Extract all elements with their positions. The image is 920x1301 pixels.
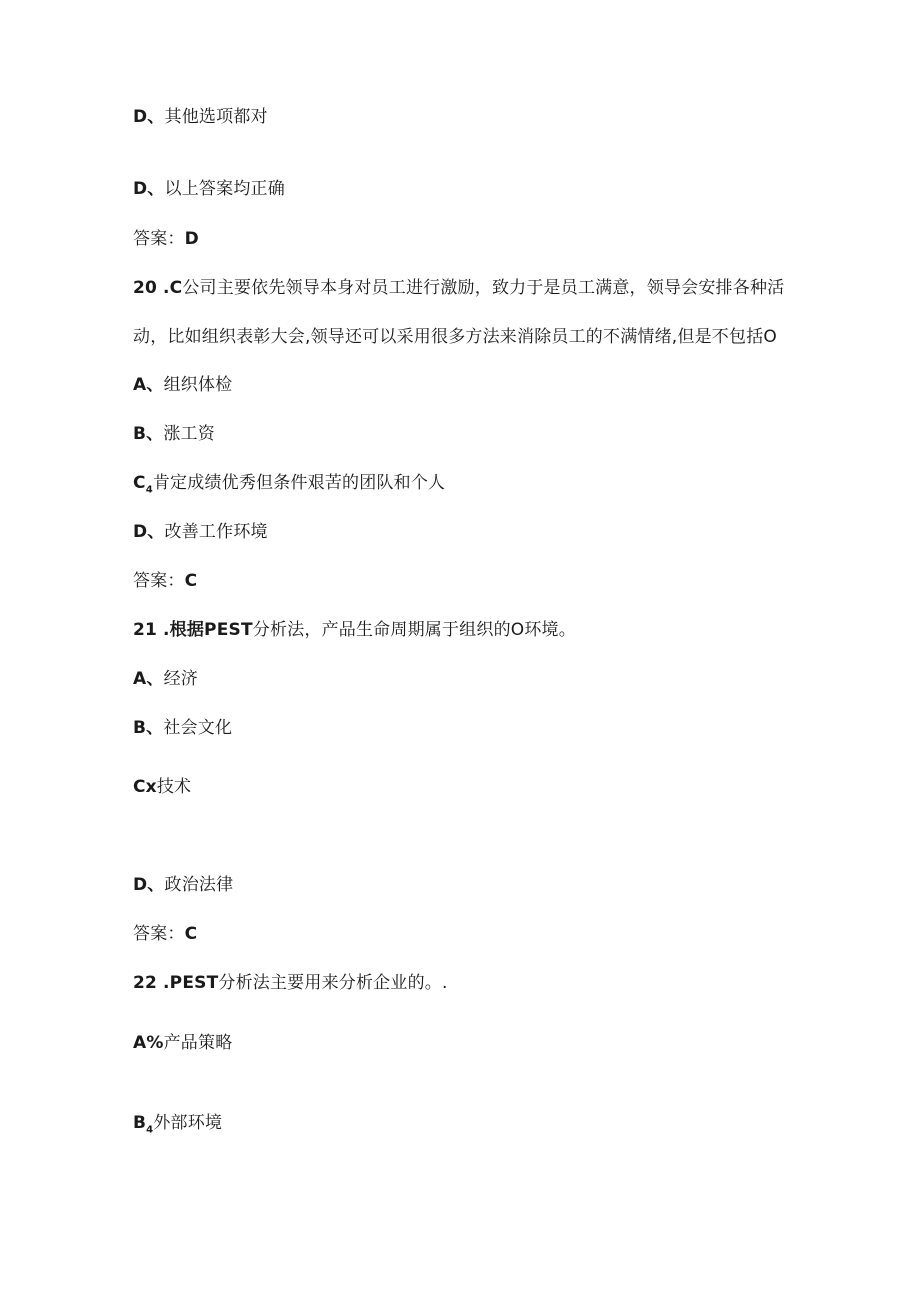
option-label: D、 [133,875,165,895]
option-text: 政治法律 [164,875,234,895]
question-number: 20 [133,278,158,298]
option-label: Cx [133,777,157,797]
question-20-continued [133,326,777,348]
option-label-subscript: 4 [146,1124,154,1136]
option-label: A、 [133,375,164,395]
option-label: B、 [133,718,164,738]
option-text: 技术 [156,777,192,797]
option-text: 外部环境 [153,1113,223,1133]
question-text: 分析法主要用来分析企业的。. [218,973,448,993]
question-22 [133,972,448,994]
option-d-politics-law [133,874,233,896]
answer-label: 答案： [133,924,185,944]
option-text: 社会文化 [163,718,233,738]
question-20 [133,277,784,299]
option-text: 其他选项都对 [164,107,268,127]
option-label: A% [133,1033,164,1053]
answer-value: C [184,571,198,591]
answer-label: 答案： [133,229,185,249]
option-text: 涨工资 [163,424,215,444]
option-d-all-correct [133,178,285,200]
option-d-other [133,106,268,128]
option-text: 产品策略 [163,1033,233,1053]
option-b-society [133,717,232,739]
answer-20 [133,570,197,592]
option-c-technology [133,776,191,798]
option-label-subscript: 4 [145,484,153,496]
option-b-external-environment [133,1112,222,1141]
option-label: C [133,473,146,493]
option-text: 改善工作环境 [164,522,268,542]
option-a-checkup [133,374,232,396]
question-21 [133,619,576,641]
question-number: 22 [133,973,158,993]
answer-value: C [184,924,198,944]
option-label: D、 [133,522,165,542]
option-text: 肯定成绩优秀但条件艰苦的团队和个人 [152,473,446,493]
question-lead: .根据PEST [163,620,253,640]
question-text: 公司主要依先领导本身对员工进行激励，致力于是员工满意，领导会安排各种活 [182,278,785,298]
question-text: 动，比如组织表彰大会,领导还可以采用很多方法来消除员工的不满情绪,但是不包括O [133,327,777,347]
option-a-product-strategy [133,1032,232,1054]
option-c-recognition [133,472,445,501]
answer-21 [133,923,197,945]
option-text: 组织体检 [163,375,233,395]
option-label: A、 [133,669,164,689]
option-text: 经济 [163,669,198,689]
option-b-raise [133,423,215,445]
question-lead: .PEST [163,973,219,993]
option-label: D、 [133,179,165,199]
answer-label: 答案： [133,571,185,591]
option-label: B、 [133,424,164,444]
option-d-environment [133,521,268,543]
question-text: 分析法，产品生命周期属于组织的O环境。 [252,620,576,640]
option-text: 以上答案均正确 [164,179,285,199]
option-a-economy [133,668,198,690]
answer-19 [133,228,199,250]
question-number: 21 [133,620,158,640]
option-label: D、 [133,107,165,127]
option-label: B [133,1113,147,1133]
answer-value: D [184,229,199,249]
question-lead: .C [163,278,183,298]
